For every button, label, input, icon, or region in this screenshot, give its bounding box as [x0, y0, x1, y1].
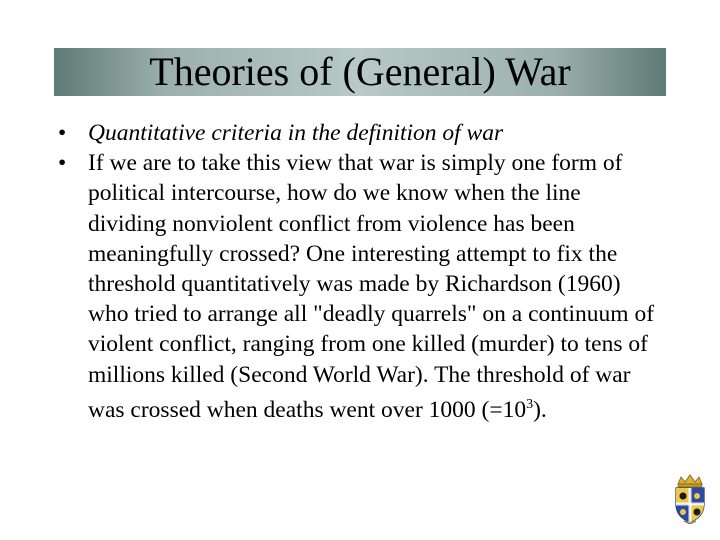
bullet-marker: •: [58, 120, 67, 146]
bullet-text-2-suffix: ).: [533, 396, 547, 423]
university-crest-icon: [670, 474, 710, 524]
bullet-item-1: [58, 118, 658, 148]
bullet-marker: •: [58, 150, 67, 177]
bullet-list: [58, 118, 658, 425]
bullet-text-2: [88, 150, 654, 422]
bullet-text-1: Quantitative criteria in the definition of war: [88, 120, 504, 146]
slide-title-bar: [54, 48, 666, 96]
bullet-item-2: [58, 148, 658, 425]
bullet-text-2-body: If we are to take this view that war is simply one form of political intercourse, how do we know when the line dividing nonviolent conflict from violence has been meaningfully crossed? One interesting attempt to fix the threshold quantitatively was made by Richardson (1960) who tried to arrange all "deadly quarrels" on a continuum of violent conflict, ranging from one killed (murder) to tens of millions killed (Second World War). The threshold of war was crossed when deaths went over 1000 (=10: [88, 150, 655, 423]
bullet-text-2-superscript: 3: [526, 396, 534, 412]
slide-title: Theories of (General) War: [149, 49, 571, 94]
